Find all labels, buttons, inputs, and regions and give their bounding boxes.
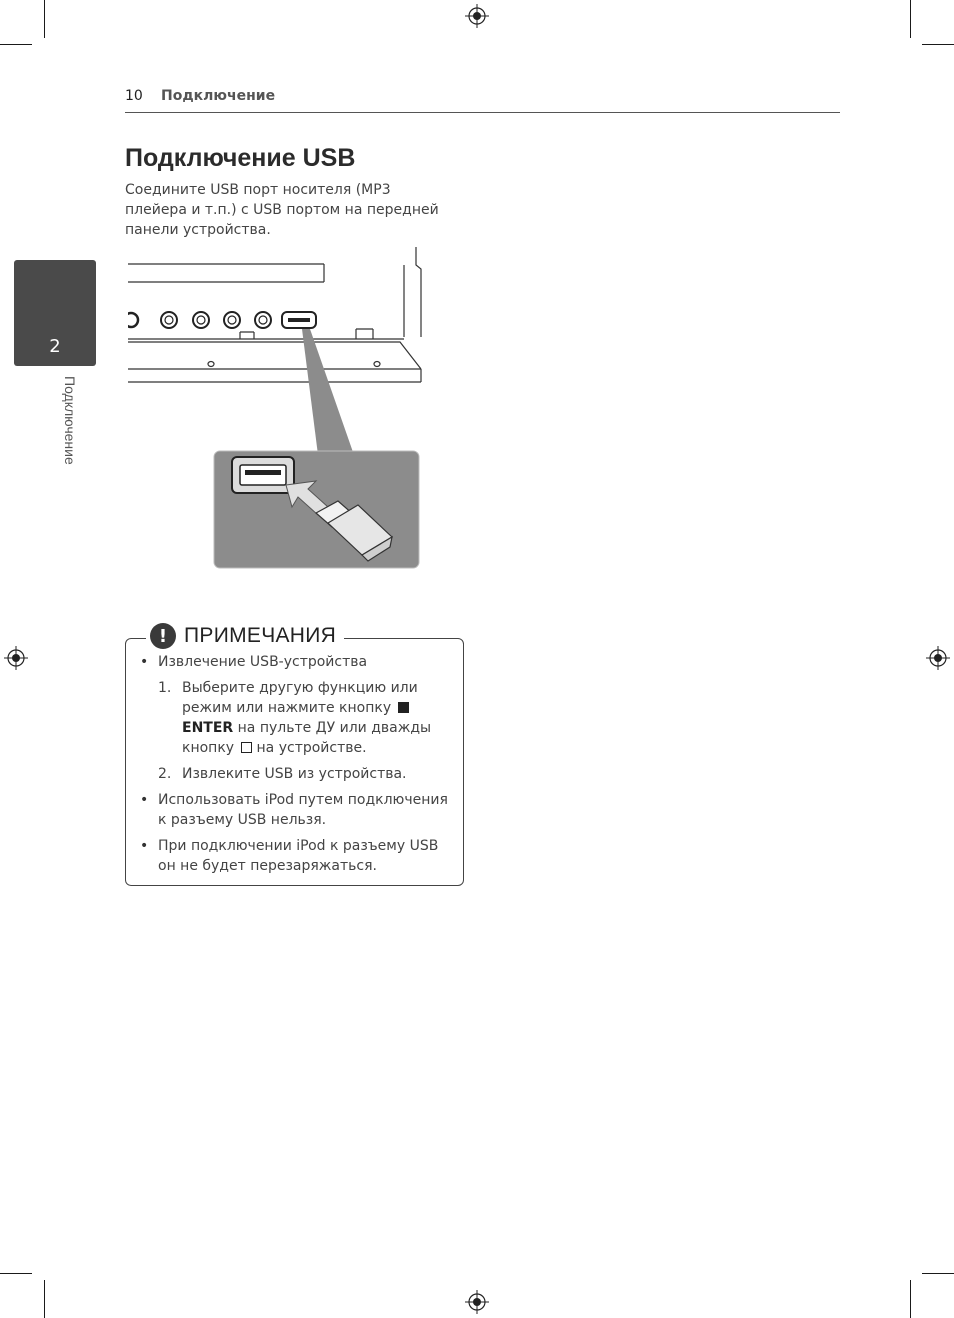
notes-body (138, 652, 456, 882)
list-item (138, 790, 456, 830)
registration-mark-icon (465, 4, 489, 28)
section-title: Подключение USB (125, 144, 356, 172)
bullet-icon: • (140, 792, 149, 808)
note-text: Выберите другую функцию или режим или нажмите кнопку (182, 680, 418, 716)
note-text: на устройстве. (256, 740, 367, 756)
registration-mark-icon (926, 646, 950, 670)
page-number: 10 (125, 88, 143, 104)
list-item (138, 678, 456, 758)
registration-mark-icon (4, 646, 28, 670)
list-item (138, 764, 456, 784)
note-text: Извлечение USB-устройства (158, 654, 368, 670)
crop-mark (922, 1273, 954, 1274)
step-number: 1. (158, 680, 172, 696)
note-text: Использовать iPod путем подключения к разъему USB нельзя. (158, 792, 448, 828)
steps-list (158, 678, 456, 784)
crop-mark (910, 0, 911, 38)
intro-paragraph: Соедините USB порт носителя (MP3 плейера и т.п.) с USB портом на передней панели устройства. (125, 182, 439, 238)
bullet-icon: • (140, 654, 149, 670)
crop-mark (44, 0, 45, 38)
list-item (138, 652, 456, 784)
crop-mark (44, 1280, 45, 1318)
notes-title: ПРИМЕЧАНИЯ (184, 624, 337, 647)
stop-button-icon (241, 742, 252, 753)
exclamation-icon: ! (150, 623, 176, 649)
note-text: Извлеките USB из устройства. (182, 766, 407, 782)
usb-connection-illustration (128, 245, 424, 575)
list-item (138, 836, 456, 876)
chapter-number: 2 (49, 336, 61, 357)
enter-button-icon (398, 702, 409, 713)
bullet-icon: • (140, 838, 149, 854)
crop-mark (910, 1280, 911, 1318)
crop-mark (0, 44, 32, 45)
step-number: 2. (158, 766, 172, 782)
crop-mark (0, 1273, 32, 1274)
notes-heading (146, 622, 344, 650)
header-rule (125, 112, 840, 113)
note-text: При подключении iPod к разъему USB он не будет перезаряжаться. (158, 838, 439, 874)
crop-mark (922, 44, 954, 45)
enter-label: ENTER (182, 720, 234, 736)
note-text: на пульте ДУ или дважды кнопку (182, 720, 432, 756)
chapter-label: Подключение (62, 376, 78, 465)
registration-mark-icon (465, 1290, 489, 1314)
running-head: Подключение (161, 88, 276, 104)
